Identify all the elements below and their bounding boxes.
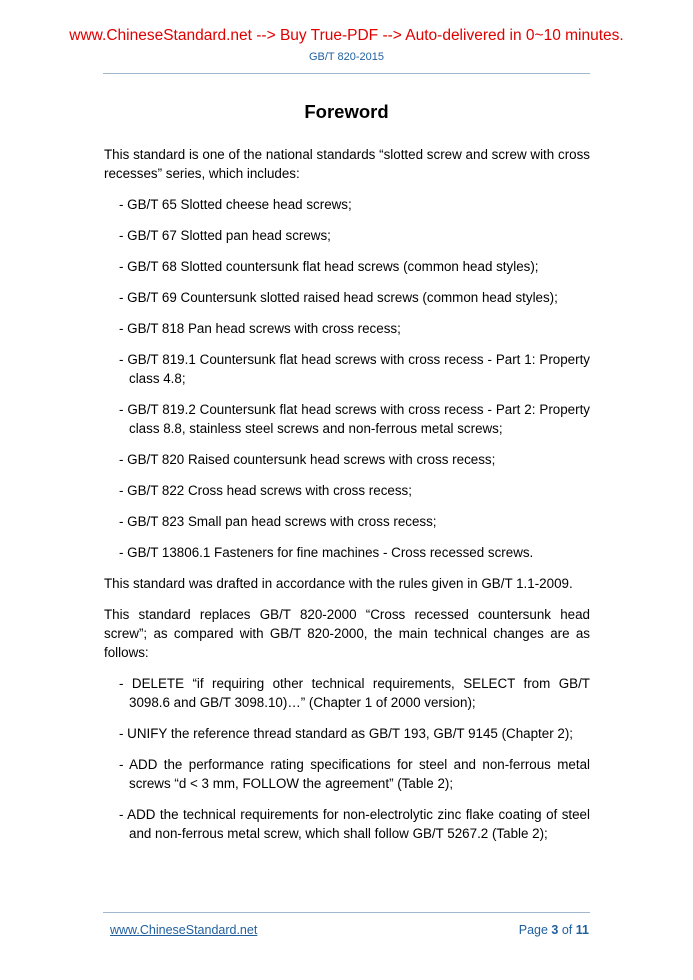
list-item: - GB/T 69 Countersunk slotted raised head screws (common head styles); [119, 290, 558, 305]
footer-divider [103, 912, 590, 913]
list-item: - GB/T 68 Slotted countersunk flat head screws (common head styles); [119, 259, 539, 274]
list-item: - GB/T 819.1 Countersunk flat head screws with cross recess - Part 1: Property class 4.8; [119, 352, 590, 386]
page-title: Foreword [304, 101, 389, 122]
list-item: - ADD the technical requirements for non-electrolytic zinc flake coating of steel and non-ferrous metal screw, which shall follow GB/T 5267.2 (Table 2); [119, 807, 590, 841]
list-item: - GB/T 822 Cross head screws with cross recess; [119, 483, 412, 498]
page-of: of [561, 923, 573, 937]
standards-series-list [104, 195, 590, 562]
list-item: - GB/T 820 Raised countersunk head screws with cross recess; [119, 452, 496, 467]
list-item: - GB/T 818 Pan head screws with cross recess; [119, 321, 401, 336]
page-label: Page [518, 923, 548, 937]
replaces-paragraph: This standard replaces GB/T 820-2000 “Cross recessed countersunk head screw”; as compared with GB/T 820-2000, the main technical changes are as follows: [104, 607, 590, 660]
standard-code-header: GB/T 820-2015 [308, 51, 384, 63]
list-item: - ADD the performance rating specifications for steel and non-ferrous metal screws “d < 3 mm, FOLLOW the agreement” (Table 2); [119, 757, 590, 791]
list-item: - GB/T 67 Slotted pan head screws; [119, 228, 331, 243]
page-total: 11 [575, 923, 589, 937]
technical-changes-list [104, 674, 590, 843]
list-item: - GB/T 819.2 Countersunk flat head screws with cross recess - Part 2: Property class 8.8, stainless steel screws and non-ferrous metal screws; [119, 402, 590, 436]
purchase-banner[interactable]: www.ChineseStandard.net --> Buy True-PDF --> Auto-delivered in 0~10 minutes. [69, 27, 624, 44]
page-indicator [519, 923, 589, 937]
list-item: - UNIFY the reference thread standard as GB/T 193, GB/T 9145 (Chapter 2); [119, 726, 574, 741]
list-item: - GB/T 65 Slotted cheese head screws; [119, 197, 352, 212]
list-item: - DELETE “if requiring other technical requirements, SELECT from GB/T 3098.6 and GB/T 3098.10)…” (Chapter 1 of 2000 version); [119, 676, 590, 710]
footer-site-link[interactable]: www.ChineseStandard.net [110, 923, 258, 937]
document-body [104, 145, 590, 855]
intro-paragraph: This standard is one of the national standards “slotted screw and screw with cross recesses” series, which includes: [104, 147, 590, 181]
list-item: - GB/T 13806.1 Fasteners for fine machines - Cross recessed screws. [119, 545, 534, 560]
page-current: 3 [551, 923, 559, 937]
drafted-paragraph: This standard was drafted in accordance with the rules given in GB/T 1.1-2009. [104, 576, 573, 591]
list-item: - GB/T 823 Small pan head screws with cross recess; [119, 514, 437, 529]
header-divider [103, 73, 590, 74]
